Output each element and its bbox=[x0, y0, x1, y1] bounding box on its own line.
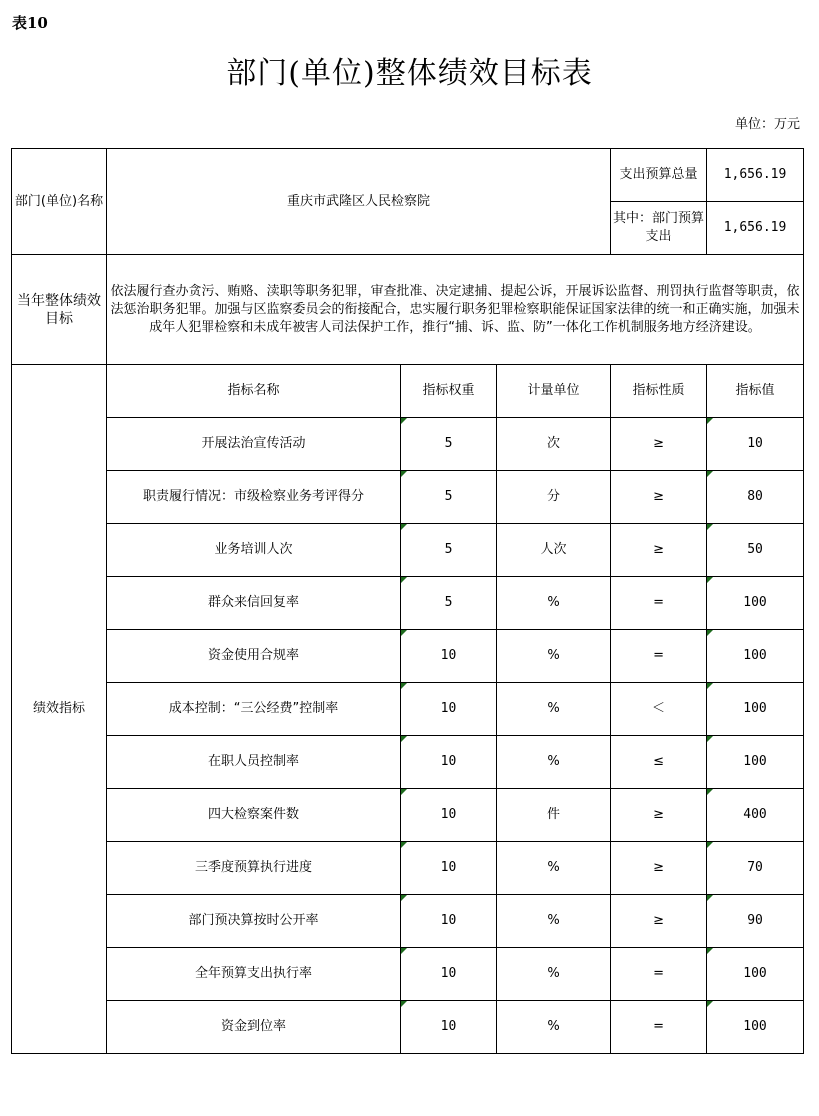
indicator-nature: ≥ bbox=[611, 842, 707, 895]
dept-name-label: 部门(单位)名称 bbox=[12, 149, 107, 255]
indicator-value: 400 bbox=[707, 789, 804, 842]
indicator-unit: 分 bbox=[497, 471, 611, 524]
indicator-unit: % bbox=[497, 842, 611, 895]
indicator-name: 资金使用合规率 bbox=[107, 630, 401, 683]
indicator-weight: 10 bbox=[401, 895, 497, 948]
indicator-unit: % bbox=[497, 736, 611, 789]
goal-label: 当年整体绩效目标 bbox=[12, 255, 107, 365]
indicator-weight: 5 bbox=[401, 524, 497, 577]
indicator-nature: = bbox=[611, 630, 707, 683]
column-header-weight: 指标权重 bbox=[401, 365, 497, 418]
indicator-value: 100 bbox=[707, 736, 804, 789]
indicator-name: 部门预决算按时公开率 bbox=[107, 895, 401, 948]
indicator-row bbox=[12, 471, 804, 524]
indicator-unit: % bbox=[497, 630, 611, 683]
indicator-value: 90 bbox=[707, 895, 804, 948]
indicator-weight: 10 bbox=[401, 842, 497, 895]
indicator-value: 70 bbox=[707, 842, 804, 895]
indicator-nature: ≥ bbox=[611, 418, 707, 471]
indicator-weight: 10 bbox=[401, 1001, 497, 1054]
indicator-row bbox=[12, 736, 804, 789]
indicator-name: 全年预算支出执行率 bbox=[107, 948, 401, 1001]
goal-row bbox=[12, 255, 804, 365]
indicator-row bbox=[12, 577, 804, 630]
indicator-row bbox=[12, 418, 804, 471]
dept-budget-value: 1,656.19 bbox=[707, 202, 804, 255]
indicator-row bbox=[12, 948, 804, 1001]
column-header-name: 指标名称 bbox=[107, 365, 401, 418]
indicator-weight: 10 bbox=[401, 736, 497, 789]
indicator-nature: ≥ bbox=[611, 524, 707, 577]
indicator-nature: ≥ bbox=[611, 789, 707, 842]
indicator-name: 在职人员控制率 bbox=[107, 736, 401, 789]
indicator-value: 100 bbox=[707, 577, 804, 630]
indicator-value: 100 bbox=[707, 948, 804, 1001]
indicator-row bbox=[12, 524, 804, 577]
indicator-weight: 10 bbox=[401, 789, 497, 842]
indicator-weight: 5 bbox=[401, 577, 497, 630]
table-number: 表10 bbox=[12, 14, 48, 32]
indicator-nature: ≥ bbox=[611, 895, 707, 948]
total-budget-value: 1,656.19 bbox=[707, 149, 804, 202]
indicator-weight: 10 bbox=[401, 683, 497, 736]
indicator-name: 三季度预算执行进度 bbox=[107, 842, 401, 895]
indicator-weight: 5 bbox=[401, 418, 497, 471]
unit-label: 单位：万元 bbox=[734, 117, 800, 132]
indicator-row bbox=[12, 630, 804, 683]
indicator-header-row bbox=[12, 365, 804, 418]
indicator-name: 四大检察案件数 bbox=[107, 789, 401, 842]
indicator-name: 资金到位率 bbox=[107, 1001, 401, 1054]
indicator-weight: 10 bbox=[401, 948, 497, 1001]
summary-row-total bbox=[12, 149, 804, 202]
indicator-value: 100 bbox=[707, 683, 804, 736]
indicator-name: 职责履行情况：市级检察业务考评得分 bbox=[107, 471, 401, 524]
indicator-unit: % bbox=[497, 895, 611, 948]
indicator-name: 开展法治宣传活动 bbox=[107, 418, 401, 471]
indicator-weight: 10 bbox=[401, 630, 497, 683]
indicator-name: 业务培训人次 bbox=[107, 524, 401, 577]
total-budget-label: 支出预算总量 bbox=[611, 149, 707, 202]
indicator-row bbox=[12, 683, 804, 736]
indicator-nature: = bbox=[611, 577, 707, 630]
indicator-unit: 次 bbox=[497, 418, 611, 471]
indicator-nature: ≤ bbox=[611, 736, 707, 789]
indicator-unit: % bbox=[497, 1001, 611, 1054]
indicator-name: 群众来信回复率 bbox=[107, 577, 401, 630]
indicator-row bbox=[12, 895, 804, 948]
indicator-value: 10 bbox=[707, 418, 804, 471]
dept-name-value: 重庆市武隆区人民检察院 bbox=[107, 149, 611, 255]
indicator-weight: 5 bbox=[401, 471, 497, 524]
indicator-nature: ＜ bbox=[611, 683, 707, 736]
indicator-section-label: 绩效指标 bbox=[12, 365, 107, 1054]
indicator-nature: ≥ bbox=[611, 471, 707, 524]
indicator-row bbox=[12, 842, 804, 895]
indicator-name: 成本控制：“三公经费”控制率 bbox=[107, 683, 401, 736]
indicator-unit: % bbox=[497, 577, 611, 630]
indicator-nature: = bbox=[611, 1001, 707, 1054]
indicator-value: 50 bbox=[707, 524, 804, 577]
indicator-unit: % bbox=[497, 948, 611, 1001]
indicator-unit: 件 bbox=[497, 789, 611, 842]
indicator-row bbox=[12, 1001, 804, 1054]
indicator-unit: 人次 bbox=[497, 524, 611, 577]
column-header-nature: 指标性质 bbox=[611, 365, 707, 418]
indicator-nature: = bbox=[611, 948, 707, 1001]
dept-budget-label: 其中：部门预算支出 bbox=[611, 202, 707, 255]
goal-text: 依法履行查办贪污、贿赂、渎职等职务犯罪，审查批准、决定逮捕、提起公诉，开展诉讼监督、刑罚执行监督等职责，依法惩治职务犯罪。加强与区监察委员会的衔接配合，忠实履行职务犯罪检察职能保证国家法律的统一和正确实施，加强未成年人犯罪检察和未成年被害人司法保护工作，推行“捕、诉、监、防”一体化工作机制服务地方经济建设。 bbox=[107, 255, 804, 365]
indicator-unit: % bbox=[497, 683, 611, 736]
indicator-value: 100 bbox=[707, 1001, 804, 1054]
indicator-value: 80 bbox=[707, 471, 804, 524]
indicator-row bbox=[12, 789, 804, 842]
indicator-value: 100 bbox=[707, 630, 804, 683]
page-title: 部门(单位)整体绩效目标表 bbox=[226, 56, 593, 91]
performance-table bbox=[11, 148, 804, 1054]
column-header-value: 指标值 bbox=[707, 365, 804, 418]
column-header-unit: 计量单位 bbox=[497, 365, 611, 418]
